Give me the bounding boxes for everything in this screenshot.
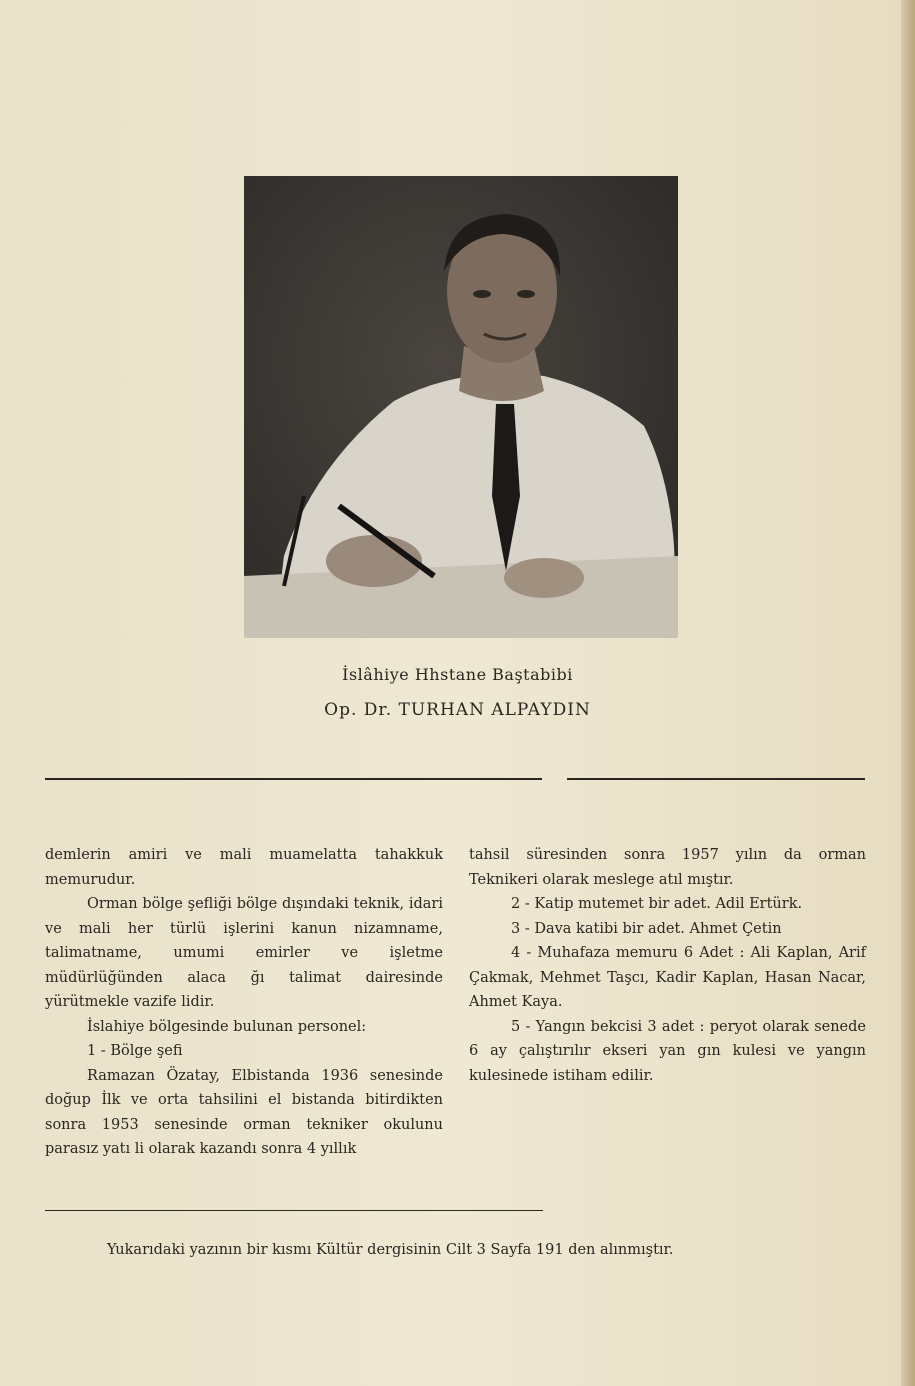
paragraph: 3 - Dava katibi bir adet. Ahmet Çetin xyxy=(511,920,782,937)
paragraph: 4 - Muhafaza memuru 6 Adet : Ali Kaplan, Arif Çakmak, Mehmet Taşcı, Kadir Kaplan, Hasan Nacar, Ahmet Kaya. xyxy=(469,945,866,1010)
divider-right xyxy=(567,778,865,780)
page-edge xyxy=(901,0,915,1386)
paragraph: 2 - Katip mutemet bir adet. Adil Ertürk. xyxy=(511,896,803,912)
paragraph: Ramazan Özatay, Elbistanda 1936 senesinde doğup İlk ve orta tahsilini el bistanda bitirdikten sonra 1953 senesinde orman tekniker okulunu parasız yatı li olarak kazandı sonra 4 yıllık xyxy=(45,1067,443,1157)
left-column xyxy=(45,843,443,1162)
divider-left xyxy=(45,778,542,780)
column-end-rule-left xyxy=(45,1210,542,1211)
source-note xyxy=(45,1238,805,1262)
right-column xyxy=(469,843,866,1088)
source-note-text: Yukarıdaki yazının bir kısmı Kültür dergisinin Cilt 3 Sayfa 191 den alınmıştır. xyxy=(107,1242,674,1258)
paragraph: Orman bölge şefliği bölge dışındaki teknik, idari ve mali her türlü işlerini kanun nizamname, talimatname, umumi emirler ve işletme müdürlüğünden alaca ğı talimat dairesinde yürütmekle vazife lidir. xyxy=(45,896,443,1010)
paragraph: tahsil süresinden sonra 1957 yılın da orman Teknikeri olarak meslege atıl mıştır. xyxy=(469,847,866,888)
paragraph: 5 - Yangın bekcisi 3 adet : peryot olarak senede 6 ay çalıştırılır ekseri yan gın kulesi ve yangın kulesinede istiham edilir. xyxy=(469,1018,866,1084)
column-end-rule-right xyxy=(469,1210,543,1211)
photo-caption-name: Op. Dr. TURHAN ALPAYDIN xyxy=(324,700,591,720)
paragraph: 1 - Bölge şefi xyxy=(87,1043,183,1059)
paragraph: İslahiye bölgesinde bulunan personel: xyxy=(87,1018,367,1035)
paragraph: demlerin amiri ve mali muamelatta tahakkuk memurudur. xyxy=(45,847,443,888)
portrait-photo xyxy=(244,176,678,638)
photo-caption-title: İslâhiye Hhstane Baştabibi xyxy=(342,665,573,684)
